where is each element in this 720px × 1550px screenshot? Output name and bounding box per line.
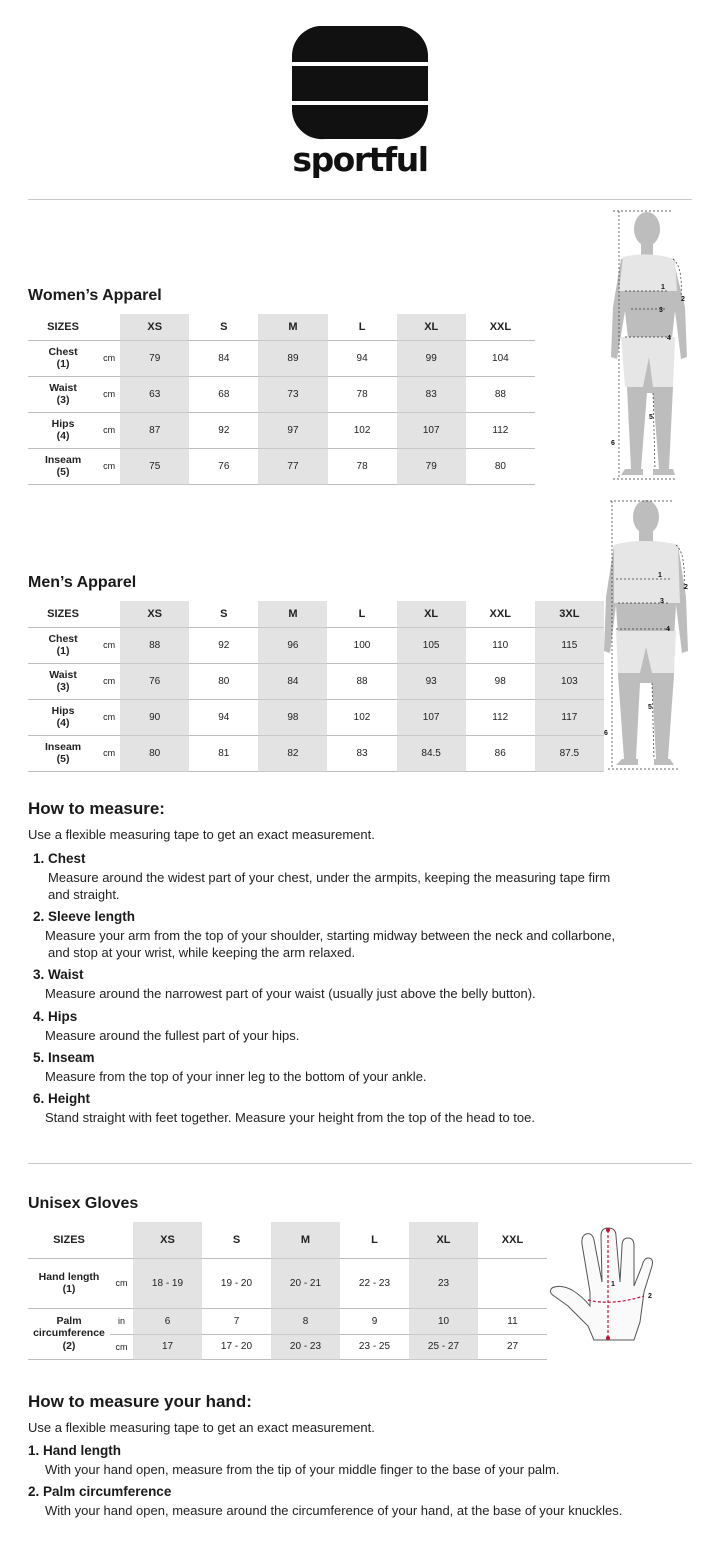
- table-cell: 84: [258, 663, 327, 699]
- table-cell: 7: [202, 1308, 271, 1334]
- table-cell: 117: [535, 699, 604, 735]
- table-cell: 68: [189, 376, 258, 412]
- marker-4: 4: [667, 335, 671, 342]
- table-cell: 75: [120, 448, 189, 484]
- table-cell: 79: [120, 340, 189, 376]
- table-cell: 98: [466, 663, 535, 699]
- table-row: [28, 340, 535, 376]
- table-cell: 80: [466, 448, 535, 484]
- row-label: Chest (1): [28, 627, 98, 663]
- table-cell: 79: [397, 448, 466, 484]
- row-label: Hips (4): [28, 699, 98, 735]
- hand-item-title: 2. Palm circumference: [28, 1484, 172, 1499]
- marker-1: 1: [658, 572, 662, 579]
- unit-label: cm: [98, 699, 120, 735]
- man-body-diagram-icon: [600, 497, 695, 777]
- marker-3: 3: [660, 598, 664, 605]
- table-cell: 27: [478, 1334, 547, 1359]
- table-cell: 99: [397, 340, 466, 376]
- size-header: L: [340, 1222, 409, 1258]
- table-header-row: [28, 1222, 547, 1258]
- table-cell: 78: [328, 376, 397, 412]
- table-cell: 82: [258, 735, 327, 771]
- table-row: [28, 412, 535, 448]
- sizes-label: SIZES: [28, 1222, 110, 1258]
- size-header: XXL: [466, 314, 535, 340]
- table-row: [28, 699, 604, 735]
- table-cell: 20 - 21: [271, 1258, 340, 1308]
- size-header: S: [189, 314, 258, 340]
- how-to-measure-intro: Use a flexible measuring tape to get an exact measurement.: [28, 827, 375, 842]
- marker-6: 6: [604, 730, 608, 737]
- table-cell: 90: [120, 699, 189, 735]
- table-cell: 11: [478, 1308, 547, 1334]
- table-cell: 9: [340, 1308, 409, 1334]
- table-cell: 105: [397, 627, 466, 663]
- unit-label: cm: [98, 663, 120, 699]
- row-label: Hand length (1): [28, 1258, 110, 1308]
- table-cell: 78: [328, 448, 397, 484]
- measure-item-desc: Measure around the fullest part of your hips.: [45, 1028, 300, 1043]
- table-cell: 110: [466, 627, 535, 663]
- gloves-size-table: [28, 1222, 547, 1360]
- table-cell: 76: [120, 663, 189, 699]
- table-cell: 98: [258, 699, 327, 735]
- table-cell: 63: [120, 376, 189, 412]
- table-cell: 81: [189, 735, 258, 771]
- size-header: XS: [133, 1222, 202, 1258]
- table-cell: 112: [466, 412, 535, 448]
- table-cell: 17 - 20: [202, 1334, 271, 1359]
- sizes-label: SIZES: [28, 314, 98, 340]
- table-cell: 88: [466, 376, 535, 412]
- table-row: [28, 448, 535, 484]
- row-label: Waist (3): [28, 663, 98, 699]
- hand-marker-1: 1: [611, 1281, 615, 1288]
- unit-label: in: [110, 1308, 133, 1334]
- hand-diagram-icon: [548, 1226, 658, 1346]
- table-cell: 83: [327, 735, 396, 771]
- measure-item-title: 5. Inseam: [33, 1050, 95, 1065]
- table-cell: 103: [535, 663, 604, 699]
- table-cell: 104: [466, 340, 535, 376]
- table-row: [28, 376, 535, 412]
- row-label: Waist (3): [28, 376, 98, 412]
- row-label: Inseam (5): [28, 448, 98, 484]
- table-row: [28, 1308, 547, 1334]
- row-label: Inseam (5): [28, 735, 98, 771]
- marker-2: 2: [684, 584, 688, 591]
- table-cell: 23 - 25: [340, 1334, 409, 1359]
- row-label: Chest (1): [28, 340, 98, 376]
- table-cell: 112: [466, 699, 535, 735]
- table-cell: 92: [189, 627, 258, 663]
- how-to-measure-hand-title: How to measure your hand:: [28, 1392, 252, 1411]
- table-cell: 87: [120, 412, 189, 448]
- table-cell: 84.5: [397, 735, 466, 771]
- size-header: M: [258, 314, 327, 340]
- marker-4: 4: [666, 626, 670, 633]
- marker-5: 5: [648, 704, 652, 711]
- table-cell: 86: [466, 735, 535, 771]
- row-label: Hips (4): [28, 412, 98, 448]
- table-cell: 83: [397, 376, 466, 412]
- table-cell: 73: [258, 376, 327, 412]
- measure-item-desc: Measure around the narrowest part of your waist (usually just above the belly button).: [45, 986, 536, 1001]
- measure-item-desc: Stand straight with feet together. Measure your height from the top of the head to toe.: [45, 1110, 535, 1125]
- measure-item-desc: Measure from the top of your inner leg to the bottom of your ankle.: [45, 1069, 427, 1084]
- hand-item-desc: With your hand open, measure around the circumference of your hand, at the base of your knuckles.: [45, 1503, 623, 1518]
- table-cell: 115: [535, 627, 604, 663]
- row-label: Palm circumference (2): [28, 1308, 110, 1359]
- size-header: XL: [397, 601, 466, 627]
- unit-label: cm: [98, 340, 120, 376]
- table-row: [28, 663, 604, 699]
- unit-label: cm: [110, 1258, 133, 1308]
- table-cell: 23: [409, 1258, 478, 1308]
- size-header: XL: [397, 314, 466, 340]
- unit-label: cm: [98, 448, 120, 484]
- measure-item-title: 1. Chest: [33, 851, 86, 866]
- size-header: XXL: [478, 1222, 547, 1258]
- marker-6: 6: [611, 440, 615, 447]
- hand-item-title: 1. Hand length: [28, 1443, 122, 1458]
- measure-item-title: 6. Height: [33, 1091, 91, 1106]
- sizes-label: SIZES: [28, 601, 98, 627]
- table-cell: 92: [189, 412, 258, 448]
- table-cell: 94: [328, 340, 397, 376]
- unit-label: cm: [98, 412, 120, 448]
- table-cell: 77: [258, 448, 327, 484]
- unit-label: cm: [98, 376, 120, 412]
- table-cell: 80: [189, 663, 258, 699]
- table-cell: 20 - 23: [271, 1334, 340, 1359]
- table-cell: 97: [258, 412, 327, 448]
- table-row: [28, 627, 604, 663]
- table-cell: 22 - 23: [340, 1258, 409, 1308]
- table-cell: 94: [189, 699, 258, 735]
- marker-3: 3: [659, 307, 663, 314]
- divider: [28, 199, 692, 200]
- woman-body-diagram-icon: [603, 207, 693, 487]
- how-to-measure-title: How to measure:: [28, 799, 165, 818]
- size-header: XXL: [466, 601, 535, 627]
- gloves-section-title: Unisex Gloves: [28, 1195, 139, 1212]
- measure-item-title: 3. Waist: [33, 967, 84, 982]
- table-row: [28, 1258, 547, 1308]
- measure-item-desc: Measure your arm from the top of your shoulder, starting midway between the neck and collarbone,: [45, 928, 616, 943]
- size-header: XL: [409, 1222, 478, 1258]
- hand-marker-2: 2: [648, 1293, 652, 1300]
- table-cell: 107: [397, 699, 466, 735]
- table-cell: 25 - 27: [409, 1334, 478, 1359]
- table-cell: 17: [133, 1334, 202, 1359]
- measure-item-title: 4. Hips: [33, 1009, 78, 1024]
- size-header: XS: [120, 314, 189, 340]
- size-header: M: [258, 601, 327, 627]
- size-header: 3XL: [535, 601, 604, 627]
- men-section-title: Men’s Apparel: [28, 574, 137, 591]
- hand-item-desc: With your hand open, measure from the tip of your middle finger to the base of your palm.: [45, 1462, 560, 1477]
- table-cell: 102: [327, 699, 396, 735]
- table-cell: 10: [409, 1308, 478, 1334]
- marker-5: 5: [649, 414, 653, 421]
- table-cell: 93: [397, 663, 466, 699]
- size-header: L: [328, 314, 397, 340]
- size-header: L: [327, 601, 396, 627]
- size-header: S: [202, 1222, 271, 1258]
- size-header: M: [271, 1222, 340, 1258]
- table-cell: 76: [189, 448, 258, 484]
- table-cell: 18 - 19: [133, 1258, 202, 1308]
- measure-item-desc: and stop at your wrist, while keeping the arm relaxed.: [48, 945, 356, 960]
- table-cell: 89: [258, 340, 327, 376]
- table-cell: [478, 1258, 547, 1308]
- measure-item-desc: and straight.: [48, 887, 120, 902]
- table-cell: 100: [327, 627, 396, 663]
- table-cell: 107: [397, 412, 466, 448]
- women-section-title: Women’s Apparel: [28, 287, 162, 304]
- measure-item-desc: Measure around the widest part of your chest, under the armpits, keeping the measuring tape firm: [48, 870, 611, 885]
- table-cell: 88: [327, 663, 396, 699]
- marker-2: 2: [681, 296, 685, 303]
- sportful-logo-mark: [290, 26, 430, 141]
- women-size-table: [28, 314, 535, 485]
- table-cell: 96: [258, 627, 327, 663]
- table-cell: 84: [189, 340, 258, 376]
- table-cell: 6: [133, 1308, 202, 1334]
- unit-label: cm: [98, 735, 120, 771]
- table-header-row: [28, 601, 604, 627]
- marker-1: 1: [661, 284, 665, 291]
- men-size-table: [28, 601, 604, 772]
- brand-wordmark: sportful: [292, 140, 428, 179]
- size-header: S: [189, 601, 258, 627]
- table-cell: 88: [120, 627, 189, 663]
- divider: [28, 1163, 692, 1164]
- table-row: [28, 735, 604, 771]
- how-to-measure-hand-intro: Use a flexible measuring tape to get an exact measurement.: [28, 1420, 375, 1435]
- table-cell: 80: [120, 735, 189, 771]
- unit-label: cm: [98, 627, 120, 663]
- table-cell: 19 - 20: [202, 1258, 271, 1308]
- table-cell: 102: [328, 412, 397, 448]
- table-cell: 8: [271, 1308, 340, 1334]
- measure-item-title: 2. Sleeve length: [33, 909, 136, 924]
- unit-label: cm: [110, 1334, 133, 1359]
- size-header: XS: [120, 601, 189, 627]
- table-cell: 87.5: [535, 735, 604, 771]
- table-header-row: [28, 314, 535, 340]
